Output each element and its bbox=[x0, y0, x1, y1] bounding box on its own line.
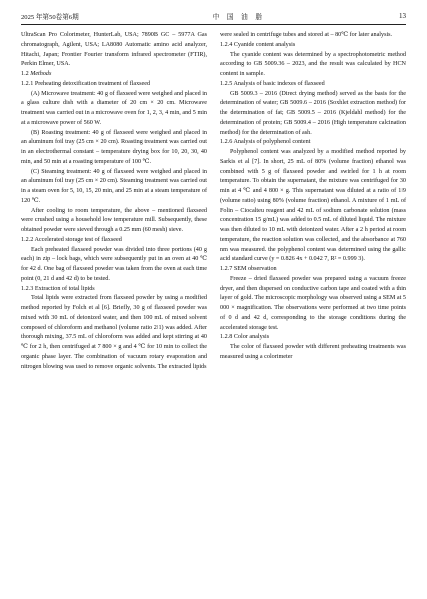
subsection-heading: 1.2.2 Accelerated storage test of flaxseed bbox=[21, 236, 122, 243]
body-paragraph: (A) Microwave treatment: 40 g of flaxseed were weighed and placed in a glass culture dish with a diameter of 20 cm × 20 cm. Microwave treatment was carried out in a microwave oven for 1, 2, 3, 4 min, and 5 min at a microwave power of 560 W. bbox=[21, 90, 207, 126]
running-header bbox=[21, 9, 406, 23]
body-paragraph: GB 5009.3 – 2016 (Direct drying method) served as the basis for the determination of water; GB 5009.6 – 2016 (Soxhlet extraction method) for the determination of fat; GB 5009.5 – 2016 (Kjeldahl method) for the determination of protein; GB 5009.4 – 2016 (High temperature calcination method) for the determination of ash. bbox=[220, 90, 406, 136]
body-paragraph: Freeze – dried flaxseed powder was prepared using a vacuum freeze dryer, and then dispersed on conductive carbon tape and coated with a thin layer of gold. The microscopic morphology was observed using a SEM at 5 000 × magnification. The observations were performed at two time points of 0 d and 42 d, corresponding to the storage conditions during the accelerated storage test. bbox=[220, 275, 406, 331]
subsection-heading: 1.2.3 Extraction of total lipids bbox=[21, 285, 95, 292]
subsection-heading: 1.2.6 Analysis of polyphenol content bbox=[220, 139, 311, 146]
body-paragraph: The color of flaxseed powder with different preheating treatments was measured using a colorimeter bbox=[220, 344, 406, 360]
page-number: 13 bbox=[399, 12, 406, 20]
journal-title: 中 国 油 脂 bbox=[212, 14, 266, 21]
right-column bbox=[220, 31, 406, 363]
subsection-heading: 1.2.5 Analysis of basic indexes of flaxseed bbox=[220, 80, 325, 87]
header-rule bbox=[21, 24, 406, 25]
subsection-heading: 1.2.8 Color analysis bbox=[220, 334, 270, 341]
body-paragraph: After cooling to room temperature, the above – mentioned flaxseed were crushed using a household low temperature mill. Subsequently, these obtained powder were sieved through a 0.25 mm (60 mesh) sieve. bbox=[21, 207, 207, 233]
section-heading: 1.2 Methods bbox=[21, 71, 52, 77]
subsection-heading: 1.2.4 Cyanide content analysis bbox=[220, 41, 296, 48]
body-paragraph: (C) Steaming treatment: 40 g of flaxseed were weighed and placed in an aluminum foil tray (25 cm × 20 cm). Steaming treatment was carried out in a steam oven for 5, 10, 15, 20 min, and 25 min at a steam temperature of 120 ℃. bbox=[21, 168, 207, 204]
body-paragraph: were sealed in centrifuge tubes and stored at – 80℃ for later analysis. bbox=[220, 32, 393, 38]
body-paragraph: Polyphenol content was analyzed by a modified method reported by Sarkis et al [7]. In short, 25 mL of 80% (volume fraction) ethanol was combined with 5 g of flaxseed powder and swirled for 1 h at room temperature. To obtain the supernatant, the mixture was centrifuged for 30 min at 4 ℃ and 4 800 × g. This supernatant was diluted at a ratio of 1∶9 (volume ratio) using 80% (volume fraction) ethanol. A mixture of 1 mL of Folin – Ciocalteu reagent and 42 mL of sodium carbonate solution (mass concentration 15 g/mL) was added to 0.5 mL of diluted liquid. The mixture was then diluted to 10 mL with deionized water. After a 2 h period at room temperature, the reaction solution was collected, and the absorbance at 760 nm was measured. the polyphenol content was determined using the gallic acid standard curve (y = 0.826 4x + 0.042 7, R² = 0.999 3). bbox=[220, 149, 406, 263]
journal-issue: 2025 年第50卷第6期 bbox=[21, 14, 79, 21]
subsection-heading: 1.2.1 Preheating detoxification treatment of flaxseed bbox=[21, 80, 151, 87]
body-paragraph: UltraScan Pro Colorimeter, HunterLab, USA; 7890B GC – 5977A Gas chromatograph, Agilent, USA; LA8080 Automatic amino acid analyzer, Hitachi, Japan; Frontier Fourier transform infrared spectrometer (FTIR), Perkin Elmer, USA. bbox=[21, 32, 207, 68]
body-paragraph: The cyanide content was determined by a spectrophotometric method according to GB 5009.36 – 2023, and the result was calculated by HCN content in sample. bbox=[220, 51, 406, 77]
body-paragraph: Each preheated flaxseed powder was divided into three portions (40 g each) in zip – lock bags, which were subsequently put in an oven at 40 ℃ for 42 d. One bag of flaxseed powder was taken from the oven at each time point (0, 21 d and 42 d) to be tested. bbox=[21, 246, 207, 282]
left-column bbox=[21, 31, 207, 372]
body-paragraph: (B) Roasting treatment: 40 g of flaxseed were weighed and placed in an aluminum foil tray (25 cm × 20 cm). Roasting treatment was carried out in an electrothermal constant – temperature drying box for 10, 20, 30, 40 min, and 50 min at a roasting temperature of 100 ℃. bbox=[21, 129, 207, 165]
subsection-heading: 1.2.7 SEM observation bbox=[220, 266, 277, 272]
body-paragraph: Total lipids were extracted from flaxseed powder by using a modified method reported by Folch et al [6]. Briefly, 30 g of flaxseed powder was mixed with 30 mL of deionized water, and then 100 mL of mixed solvent composed of chloroform and methanol (volume ratio 2∶1) was added. After thorough mixing, 37.5 mL of chloroform was added and kept stirring at 40 ℃ for 2 h, then centrifuged at 7 800 × g and 4 ℃ for 10 min to collect the organic phase layer. The combination of vacuum rotary evaporation and nitrogen blowing was used to remove organic solvents. The extracted lipids bbox=[21, 295, 207, 370]
